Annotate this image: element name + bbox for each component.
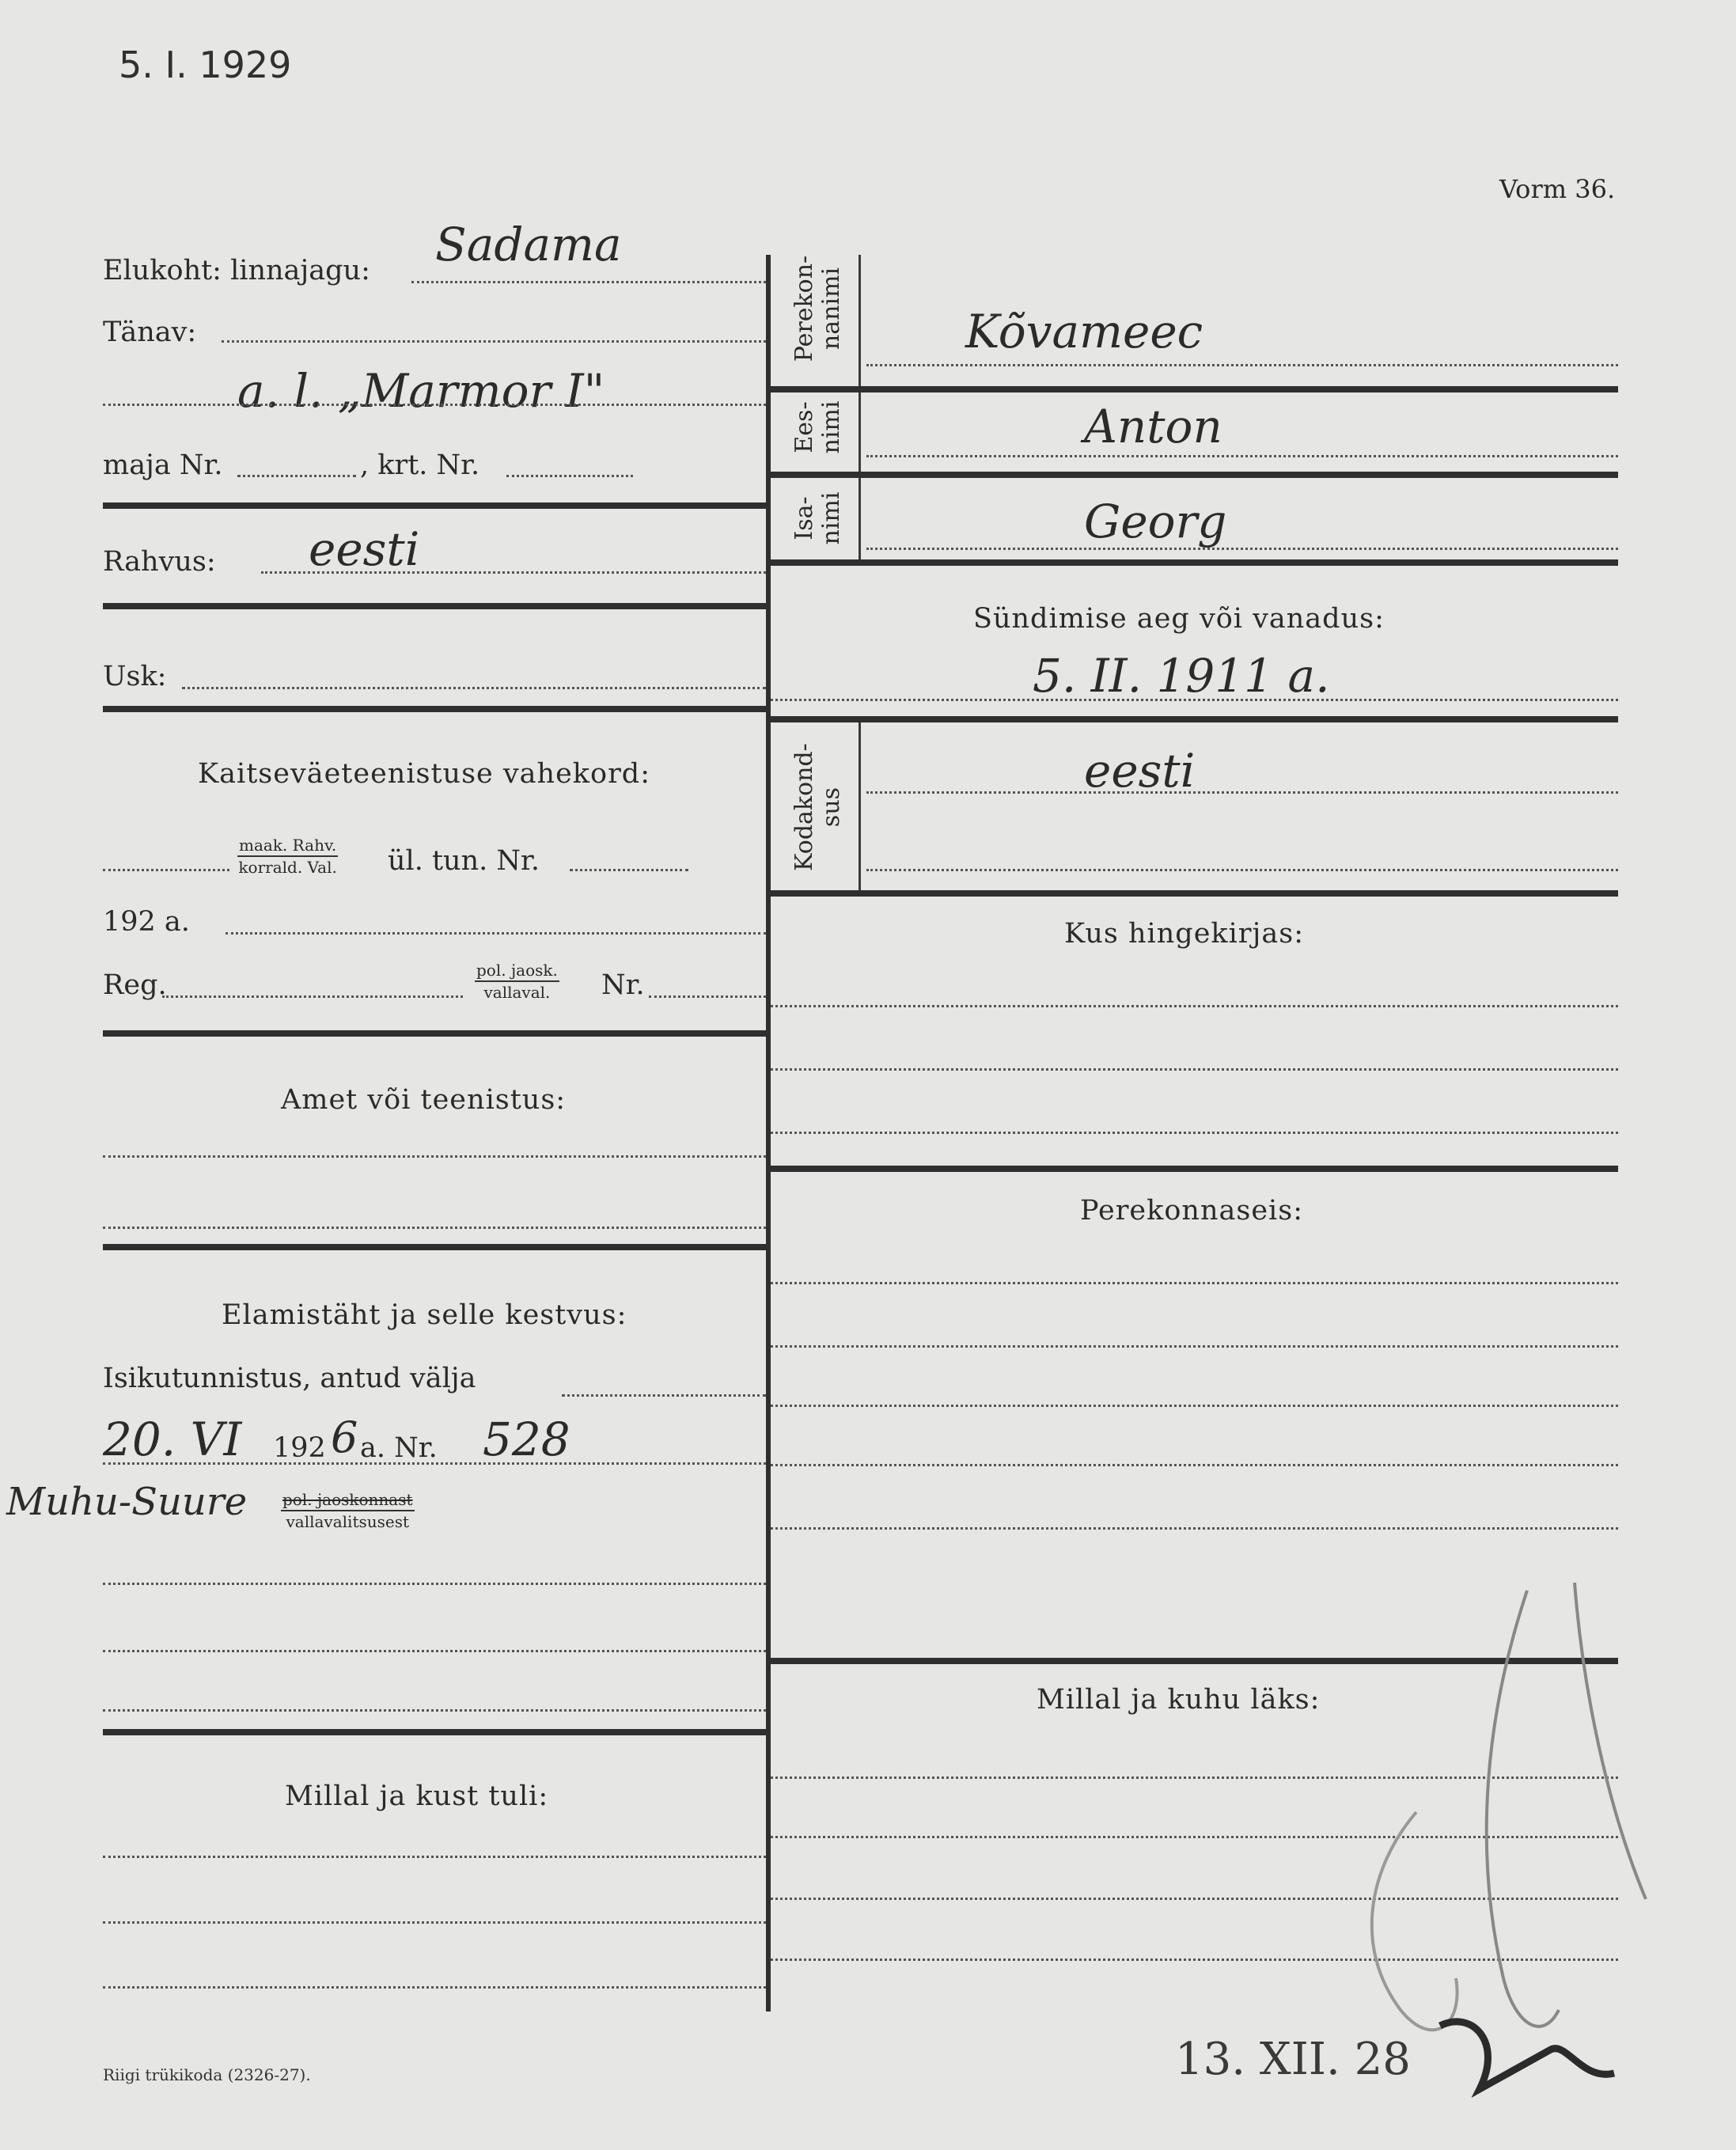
rule [771,559,1618,566]
birth-line [771,699,1618,701]
id-year-prefix: 192 [273,1432,326,1464]
family-title: Perekonnaseis: [1080,1195,1303,1227]
dwelling-line-3 [103,1709,766,1712]
first-name-value: Anton [1084,400,1222,453]
birth-value: 5. II. 1911 a. [1033,649,1330,703]
printer-imprint: Riigi trükikoda (2326-27). [103,2065,311,2084]
rule [103,603,766,609]
arrival-line-2 [103,1921,766,1924]
registry-line-1 [771,1005,1618,1007]
reg-nr-line [649,995,766,998]
reg-fraction-top: pol. jaosk. [475,960,559,982]
house-number-label: maja Nr. [103,449,223,481]
id-nr-value: 528 [483,1412,570,1466]
residence-label: Elukoht: linnajagu: [103,255,370,286]
departure-title: Millal ja kuhu läks: [1037,1684,1321,1716]
reg-fraction-bottom: vallaval. [483,983,551,1002]
nationality-line [261,571,766,574]
residence-value: Sadama [435,218,622,271]
form-number: Vorm 36. [1499,174,1616,204]
apartment-number-label: , krt. Nr. [360,449,480,481]
family-line-3 [771,1405,1618,1407]
surname-side-label: Perekon- nanimi [790,255,845,362]
year-line [226,932,766,935]
dwelling-line-2 [103,1650,766,1652]
military-fraction [237,835,338,878]
id-year-suffix: a. Nr. [360,1432,438,1464]
apartment-number-line [506,475,633,477]
family-line-4 [771,1464,1618,1466]
rule [103,706,766,712]
citizenship-line-1 [866,791,1618,794]
reg-fraction [475,960,559,1003]
patronymic-side-label: Isa- nimi [790,491,845,545]
rule [771,1166,1618,1172]
citizenship-side-label: Kodakond- sus [790,743,845,871]
issuer-fraction-top: pol. jaoskonnast [281,1489,415,1511]
citizenship-line-2 [866,869,1618,871]
rule [771,890,1618,897]
departure-date-value: 13. XII. 28 [1175,2034,1411,2085]
military-line-2 [570,869,688,871]
reg-label: Reg. [103,969,167,1001]
rule [103,1729,766,1735]
rule [771,472,1618,478]
street-label: Tänav: [103,317,197,348]
street-value: a. l. „Marmor I" [237,364,605,418]
occupation-line-2 [103,1227,766,1229]
rule [103,1244,766,1250]
street-line-2 [103,404,766,406]
arrival-title: Millal ja kust tuli: [285,1780,549,1812]
issuer-value: Muhu-Suure [6,1480,248,1524]
rule [771,386,1618,392]
year-label: 192 a. [103,906,190,938]
registry-line-3 [771,1132,1618,1134]
house-number-line [237,475,356,477]
military-line-1 [103,869,229,871]
surname-value: Kõvameeс [965,305,1203,358]
rule [103,1030,766,1037]
citizenship-value: eesti [1084,744,1196,798]
occupation-title: Amet või teenistus: [281,1084,567,1116]
military-fraction-bottom: korrald. Val. [238,858,337,877]
first-name-line [866,455,1618,457]
id-date-line [103,1462,766,1465]
family-line-1 [771,1282,1618,1284]
birth-title: Sündimise aeg või vanadus: [973,603,1385,635]
rule [771,716,1618,722]
nationality-value: eesti [309,522,420,576]
issuer-fraction-bottom: vallavalitsusest [286,1512,410,1531]
registry-title: Kus hingekirjas: [1064,918,1305,950]
issuer-fraction [281,1489,415,1532]
registry-line-2 [771,1068,1618,1071]
dwelling-line-1 [103,1583,766,1585]
id-line [562,1394,766,1397]
family-line-2 [771,1345,1618,1348]
religion-line [182,687,766,689]
id-date-value: 20. VI [103,1412,242,1466]
surname-line [866,364,1618,366]
patronymic-line [866,548,1618,550]
id-year-digit: 6 [331,1412,358,1462]
family-line-5 [771,1527,1618,1530]
religion-label: Usk: [103,661,167,692]
arrival-line-3 [103,1986,766,1989]
arrival-line-1 [103,1856,766,1858]
occupation-line-1 [103,1155,766,1158]
military-text: ül. tun. Nr. [388,845,540,877]
rule [103,502,766,509]
pencil-signature-mark [1345,1567,1709,2121]
stamp-date: 5. I. 1929 [119,44,292,86]
patronymic-value: Georg [1084,495,1227,548]
dwelling-title: Elamistäht ja selle kestvus: [222,1299,627,1331]
nationality-label: Rahvus: [103,546,216,578]
id-label: Isikutunnistus, antud välja [103,1363,476,1394]
reg-line [162,995,463,998]
street-line [222,340,766,343]
reg-nr-label: Nr. [601,969,645,1001]
first-name-side-label: Ees- nimi [790,400,845,454]
military-title: Kaitseväeteenistuse vahekord: [198,758,650,790]
military-fraction-top: maak. Rahv. [237,835,338,857]
residence-line [411,281,766,283]
